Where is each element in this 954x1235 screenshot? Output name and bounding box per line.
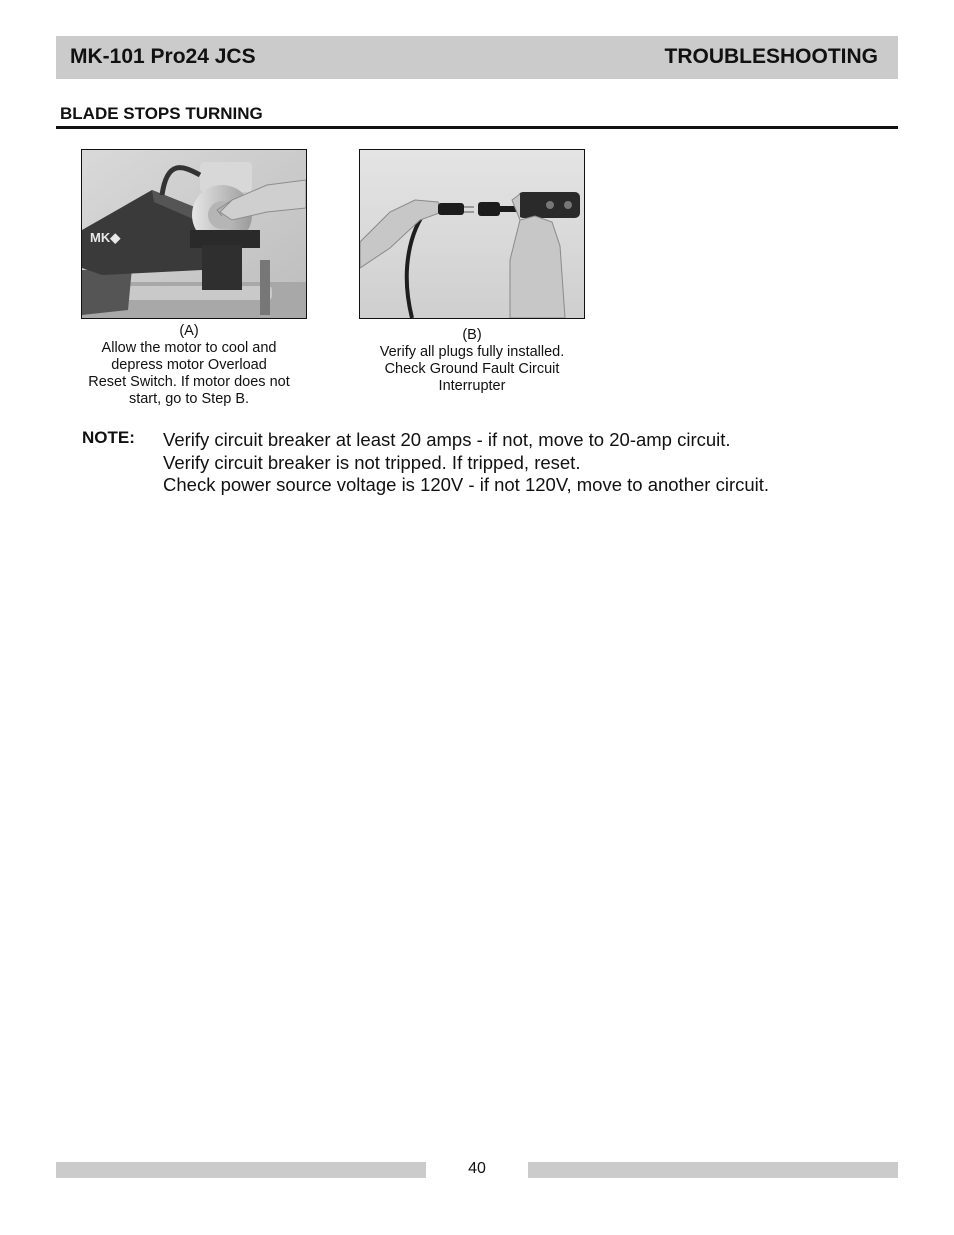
footer-bar-left [56,1162,426,1178]
note-line: Verify circuit breaker is not tripped. If tripped, reset. [163,451,581,473]
figure-b-caption-line: Interrupter [438,378,506,394]
figure-a-photo [81,149,307,319]
figure-b-label: (B) [462,327,482,343]
figure-a-caption [70,323,308,408]
section-heading: TROUBLESHOOTING [664,45,878,68]
note-line: Verify circuit breaker at least 20 amps - if not, move to 20-amp circuit. [163,429,731,450]
note-line: Check power source voltage is 120V - if not 120V, move to another circuit. [163,474,770,495]
figure-a-label: (A) [179,323,199,339]
figure-a-caption-line: start, go to Step B. [128,391,250,407]
figure-b-caption-line: Check Ground Fault Circuit [384,361,560,377]
figure-b-caption [352,327,592,395]
mk-logo: MK◆ [90,230,121,245]
model-title: MK-101 Pro24 JCS [70,45,256,68]
figure-b-photo [359,149,585,319]
figure-a-caption-line: depress motor Overload [111,357,267,373]
header-bar [56,36,898,79]
section-title: BLADE STOPS TURNING [60,104,263,123]
figure-b-caption-line: Verify all plugs fully installed. [379,344,565,360]
note-body [163,429,769,497]
footer-bar-right [528,1162,898,1178]
figure-a-caption-line: Reset Switch. If motor does not [88,374,290,390]
section-divider [56,126,898,129]
figure-a-caption-line: Allow the motor to cool and [101,340,277,356]
page-number: 40 [468,1160,486,1177]
note-label: NOTE: [82,428,135,447]
